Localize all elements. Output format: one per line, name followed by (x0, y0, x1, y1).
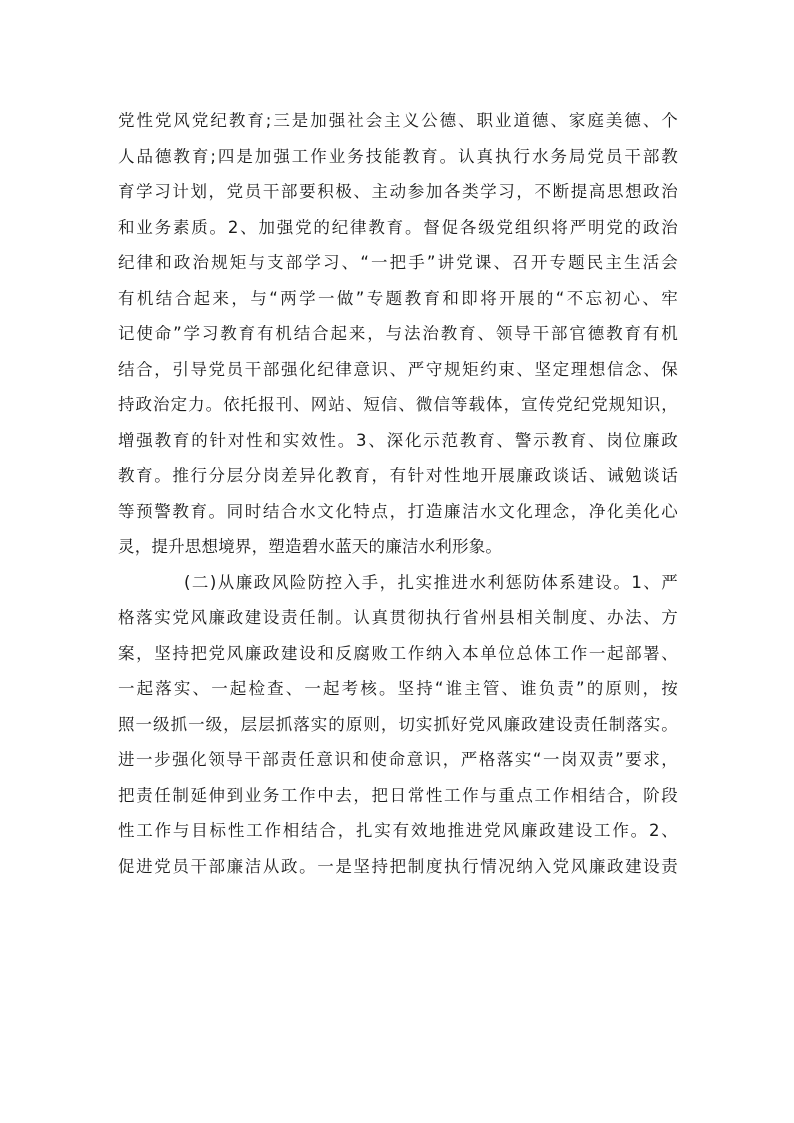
text-line: 纪律和政治规矩与支部学习、“一把手”讲党课、召开专题民主生活会 (118, 253, 678, 272)
document-body (118, 103, 678, 884)
text-line: 和业务素质。2、加强党的纪律教育。督促各级党组织将严明党的政治 (118, 217, 678, 237)
text-line: 教育。推行分层分岗差异化教育，有针对性地开展廉政谈话、诫勉谈话 (118, 466, 678, 485)
text-line: 等预警教育。同时结合水文化特点，打造廉洁水文化理念，净化美化心 (118, 501, 678, 521)
text-line: 人品德教育;四是加强工作业务技能教育。认真执行水务局党员干部教 (118, 146, 678, 166)
text-line: 党性党风党纪教育;三是加强社会主义公德、职业道德、家庭美德、个 (118, 111, 678, 130)
text-line: 案，坚持把党风廉政建设和反腐败工作纳入本单位总体工作一起部署、 (118, 643, 678, 663)
paragraph-2 (118, 565, 678, 885)
text-line: 灵，提升思想境界，塑造碧水蓝天的廉洁水利形象。 (118, 537, 503, 556)
paragraph-1 (118, 103, 678, 565)
text-line: 一起落实、一起检查、一起考核。坚持“谁主管、谁负责”的原则，按 (118, 679, 678, 698)
text-line: 记使命”学习教育有机结合起来，与法治教育、领导干部官德教育有机 (118, 324, 678, 343)
text-line: 有机结合起来，与“两学一做”专题教育和即将开展的“不忘初心、牢 (118, 288, 678, 308)
text-line: 性工作与目标性工作相结合，扎实有效地推进党风廉政建设工作。2、 (118, 821, 678, 840)
text-line: 结合，引导党员干部强化纪律意识、严守规矩约束、坚定理想信念、保 (118, 359, 678, 379)
text-line: 促进党员干部廉洁从政。一是坚持把制度执行情况纳入党风廉政建设责 (118, 856, 678, 876)
text-line: 育学习计划，党员干部要积极、主动参加各类学习，不断提高思想政治 (118, 182, 678, 201)
text-line: 增强教育的针对性和实效性。3、深化示范教育、警示教育、岗位廉政 (118, 430, 678, 450)
text-line: 把责任制延伸到业务工作中去，把日常性工作与重点工作相结合，阶段 (118, 785, 678, 805)
text-line: (二)从廉政风险防控入手，扎实推进水利惩防体系建设。1、严 (184, 572, 678, 592)
text-line: 持政治定力。依托报刊、网站、短信、微信等载体，宣传党纪党规知识， (118, 395, 678, 414)
text-line: 格落实党风廉政建设责任制。认真贯彻执行省州县相关制度、办法、方 (118, 608, 678, 627)
text-line: 进一步强化领导干部责任意识和使命意识，严格落实“一岗双责”要求， (118, 750, 678, 769)
text-line: 照一级抓一级，层层抓落实的原则，切实抓好党风廉政建设责任制落实。 (118, 714, 678, 734)
